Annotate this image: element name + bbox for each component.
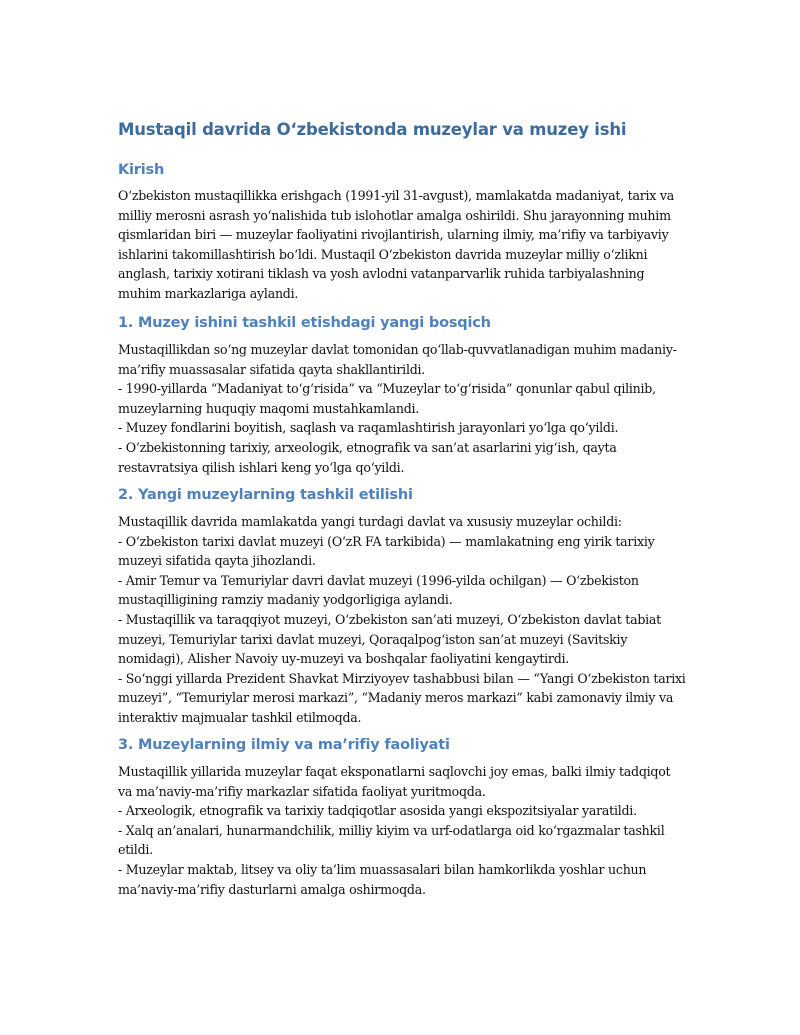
- list-item-line: - Mustaqillik va taraqqiyot muzeyi, O‘zbekiston san’ati muzeyi, O‘zbekiston davlat tabiat: [118, 611, 661, 627]
- paragraph-line: ma’rifiy muassasalar sifatida qayta shakllantirildi.: [118, 361, 426, 377]
- paragraph-line: Mustaqillikdan so‘ng muzeylar davlat tomonidan qo‘llab-quvvatlanadigan muhim madaniy-: [118, 342, 677, 357]
- section-heading-1: 1. Muzey ishini tashkil etishdagi yangi bosqich: [118, 315, 491, 331]
- section-body-3: [118, 762, 686, 899]
- list-item-line: muzeyi, Temuriylar tarixi davlat muzeyi, Qoraqalpog‘iston san’at muzeyi (Savitskiy: [118, 631, 628, 647]
- list-item-line: - O‘zbekistonning tarixiy, arxeologik, etnografik va san’at asarlarini yig‘ish, qayta: [118, 439, 617, 455]
- list-item-line: restavratsiya qilish ishlari keng yo‘lga qo‘yildi.: [118, 459, 405, 475]
- list-item-line: - Muzey fondlarini boyitish, saqlash va raqamlashtirish jarayonlari yo‘lga qo‘yildi.: [118, 420, 619, 436]
- paragraph-line: muhim markazlariga aylandi.: [118, 285, 299, 301]
- list-item-line: - Amir Temur va Temuriylar davri davlat muzeyi (1996-yilda ochilgan) — O‘zbekiston: [118, 572, 639, 588]
- document-title: Mustaqil davrida O‘zbekistonda muzeylar va muzey ishi: [118, 120, 627, 139]
- paragraph-line: milliy merosni asrash yo‘nalishida tub islohotlar amalga oshirildi. Shu jarayonning muhim: [118, 207, 671, 223]
- paragraph-line: Mustaqillik davrida mamlakatda yangi turdagi davlat va xususiy muzeylar ochildi:: [118, 514, 622, 529]
- paragraph-line: anglash, tarixiy xotirani tiklash va yosh avlodni vatanparvarlik ruhida tarbiyalashning: [118, 266, 645, 282]
- list-item-line: muzeyi sifatida qayta jihozlandi.: [118, 553, 316, 569]
- list-item-line: etildi.: [118, 842, 153, 858]
- section-heading-3: 3. Muzeylarning ilmiy va ma’rifiy faoliyati: [118, 737, 450, 753]
- list-item-line: muzeylarning huquqiy maqomi mustahkamlandi.: [118, 400, 420, 416]
- section-heading-2: 2. Yangi muzeylarning tashkil etilishi: [118, 487, 413, 503]
- section-body-kirish: [118, 186, 686, 304]
- section-body-1: [118, 340, 686, 477]
- list-item-line: - Muzeylar maktab, litsey va oliy ta’lim muassasalari bilan hamkorlikda yoshlar uchun: [118, 861, 647, 877]
- list-item-line: nomidagi), Alisher Navoiy uy-muzeyi va boshqalar faoliyatini kengaytirdi.: [118, 651, 570, 667]
- paragraph-line: O‘zbekiston mustaqillikka erishgach (1991-yil 31-avgust), mamlakatda madaniyat, tarix va: [118, 188, 675, 203]
- list-item-line: - Arxeologik, etnografik va tarixiy tadqiqotlar asosida yangi ekspozitsiyalar yaratildi.: [118, 803, 637, 819]
- paragraph-line: va ma’naviy-ma’rifiy markazlar sifatida faoliyat yuritmoqda.: [118, 783, 486, 799]
- list-item-line: mustaqilligining ramziy madaniy yodgorligiga aylandi.: [118, 592, 453, 608]
- list-item-line: - 1990-yillarda “Madaniyat to‘g‘risida” va “Muzeylar to‘g‘risida” qonunlar qabul qilinib,: [118, 381, 656, 397]
- list-item-line: interaktiv majmualar tashkil etilmoqda.: [118, 709, 362, 725]
- paragraph-line: Mustaqillik yillarida muzeylar faqat eksponatlarni saqlovchi joy emas, balki ilmiy tadqiqot: [118, 764, 671, 779]
- list-item-line: ma’naviy-ma’rifiy dasturlarni amalga oshirmoqda.: [118, 881, 426, 897]
- paragraph-line: qismlaridan biri — muzeylar faoliyatini rivojlantirish, ularning ilmiy, ma’rifiy va tarbiyaviy: [118, 227, 669, 243]
- list-item-line: - O‘zbekiston tarixi davlat muzeyi (O‘zR FA tarkibida) — mamlakatning eng yirik tarixiy: [118, 533, 655, 549]
- list-item-line: - Xalq an’analari, hunarmandchilik, milliy kiyim va urf-odatlarga oid ko‘rgazmalar tashkil: [118, 822, 665, 838]
- section-body-2: [118, 512, 686, 728]
- section-heading-kirish: Kirish: [118, 162, 165, 178]
- list-item-line: - So‘nggi yillarda Prezident Shavkat Mirziyoyev tashabbusi bilan — “Yangi O‘zbekiston tarixi: [118, 670, 686, 686]
- paragraph-line: ishlarini takomillashtirish bo‘ldi. Mustaqil O‘zbekiston davrida muzeylar milliy o‘zlikni: [118, 246, 648, 262]
- list-item-line: muzeyi”, “Temuriylar merosi markazi”, “Madaniy meros markazi” kabi zamonaviy ilmiy va: [118, 690, 674, 706]
